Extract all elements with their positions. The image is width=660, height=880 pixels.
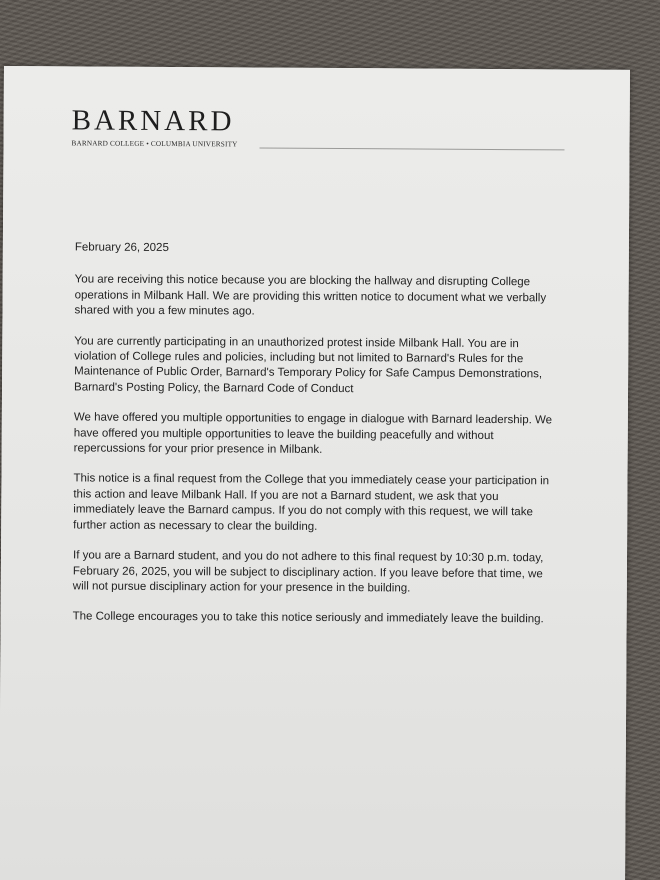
letter-body xyxy=(72,240,560,643)
letterhead-subtitle: BARNARD COLLEGE • COLUMBIA UNIVERSITY xyxy=(71,139,238,149)
paragraph-disciplinary-action: If you are a Barnard student, and you do not adhere to this final request by 10:30 p.m. today, February 26, 2025, you will be subject to disciplinary action. If you leave before that time, we will not pursue disciplinary action for your presence in the building. xyxy=(72,549,544,595)
paragraph-notice-reason: You are receiving this notice because you are blocking the hallway and disrupting College operations in Milbank Hall. We are providing this written notice to document what we verbally shared with you a few minutes ago. xyxy=(74,273,547,318)
letterhead xyxy=(72,106,238,148)
paragraph-closing: The College encourages you to take this notice seriously and immediately leave the building. xyxy=(72,610,544,626)
notice-letter-page xyxy=(0,66,630,880)
paragraph-offered-opportunities: We have offered you multiple opportunities to engage in dialogue with Barnard leadership. We have offered you multiple opportunities to leave the building peacefully and without repercussions for your prior presence in Milbank. xyxy=(73,411,553,457)
paragraph-policy-violation: You are currently participating in an unauthorized protest inside Milbank Hall. You are in violation of College rules and policies, including but not limited to Barnard's Rules for the Maintenance of Public Order, Barnard's Temporary Policy for Safe Campus Demonstrations, Barnard's Posting Policy, the Barnard Code of Conduct xyxy=(74,335,543,395)
letter-date: February 26, 2025 xyxy=(74,241,169,255)
barnard-logo: BARNARD xyxy=(71,104,235,138)
paragraph-final-request: This notice is a final request from the College that you immediately cease your participation in this action and leave Milbank Hall. If you are not a Barnard student, we ask that you immediately leave the Barnard campus. If you do not comply with this request, we will take further action as necessary to clear the building. xyxy=(73,472,550,533)
letterhead-divider xyxy=(260,148,565,151)
